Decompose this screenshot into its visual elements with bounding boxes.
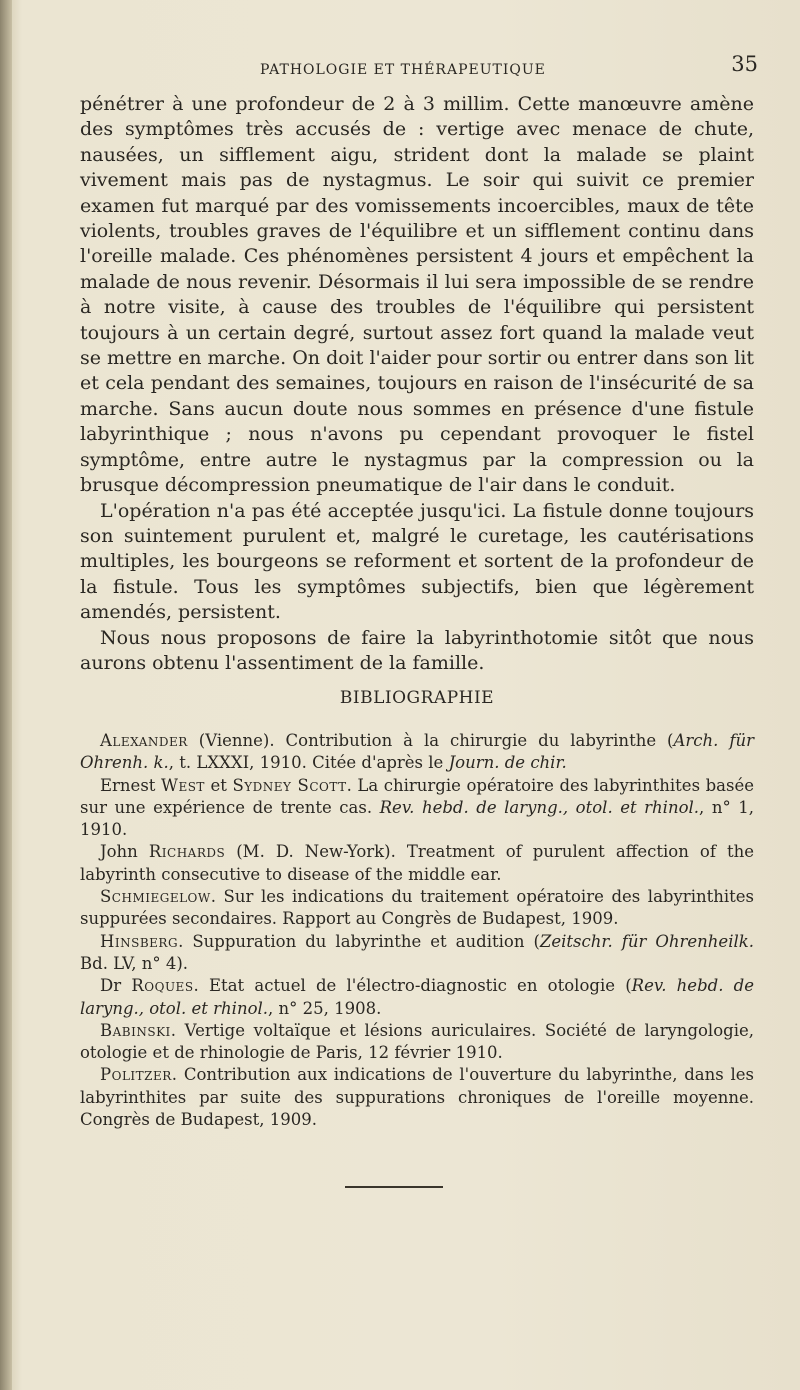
bibliography-entry	[80, 886, 754, 931]
bibliography-entry	[80, 841, 754, 886]
entry-text: . Vertige voltaïque et lésions auriculaires. Société de laryngologie, otologie et de rhinologie de Paris, 12 février 1910.	[80, 1020, 754, 1063]
body-text	[80, 92, 754, 676]
entry-author: Roques	[131, 976, 194, 996]
entry-author: Sydney Scott	[232, 775, 347, 795]
page-header	[80, 52, 758, 82]
entry-author: Politzer	[100, 1065, 172, 1085]
entry-prefix: Dr	[100, 976, 132, 996]
bibliography-entry	[80, 931, 754, 976]
bibliography-entry	[80, 975, 754, 1020]
bibliography-entry	[80, 775, 754, 842]
paragraph: Nous nous proposons de faire la labyrinthotomie sitôt que nous aurons obtenu l'assentiment de la famille.	[80, 626, 754, 674]
end-rule	[345, 1186, 443, 1188]
running-title: PATHOLOGIE ET THÉRAPEUTIQUE	[260, 62, 546, 78]
entry-journal: Rev. hebd. de laryng., otol. et rhinol.	[80, 976, 754, 1018]
page-number: 35	[731, 52, 758, 76]
entry-prefix: Ernest	[100, 775, 161, 795]
entry-text: (Vienne). Contribution à la chirurgie du labyrinthe (	[187, 731, 674, 750]
entry-journal: Journ. de chir.	[448, 753, 567, 773]
entry-author: Alexander	[100, 731, 188, 750]
entry-text: . Sur les indications du traitement opératoire des labyrinthites suppurées secondaires. Rapport au Congrès de Budapest, 1909.	[80, 887, 754, 929]
entry-text: . Suppuration du labyrinthe et audition (	[178, 931, 540, 951]
entry-text: . La chirurgie opératoire des labyrinthites basée sur une expérience de trente cas.	[80, 775, 754, 817]
entry-text: Bd. LV, n° 4).	[80, 953, 188, 973]
entry-journal: Rev. hebd. de laryng., otol. et rhinol.	[379, 797, 700, 817]
paragraph: pénétrer à une profondeur de 2 à 3 millim. Cette manœuvre amène des symptômes très accusés de : vertige avec menace de chute, nausées, un sifflement aigu, strident dont la malade se plaint vivement mais pas de nystagmus. Le soir qui suivit ce premier examen fut marqué par des vomissements incoercibles, maux de tête violents, troubles graves de l'équilibre et un sifflement continu dans l'oreille malade. Ces phénomènes persistent 4 jours et empêchent la malade de nous revenir. Désormais il lui sera impossible de se rendre à notre visite, à cause des troubles de l'équilibre qui persistent toujours à un certain degré, surtout assez fort quand la malade veut se mettre en marche. On doit l'aider pour sortir ou entrer dans son lit et cela pendant des semaines, toujours en raison de l'insécurité de sa marche. Sans aucun doute nous sommes en présence d'une fistule labyrinthique ; nous n'avons pu cependant provoquer le fistel symptôme, entre autre le nystagmus par la compression ou la brusque décompression pneumatique de l'air dans le conduit.	[80, 93, 754, 497]
entry-author: Hinsberg	[100, 931, 179, 951]
entry-author: Richards	[148, 842, 226, 862]
entry-text: , n° 25, 1908.	[268, 998, 382, 1018]
entry-journal: Zeitschr. für Ohrenheilk.	[539, 931, 754, 951]
entry-prefix: John	[100, 842, 149, 862]
entry-author: West	[160, 775, 205, 795]
entry-journal: Arch. für Ohrenh. k.	[80, 731, 754, 773]
entry-text: , n° 1, 1910.	[80, 797, 754, 840]
entry-text: (M. D. New-York). Treatment of purulent affection of the labyrinth consecutive to disease of the middle ear.	[80, 842, 754, 884]
binding-gutter	[0, 0, 12, 1390]
paragraph: L'opération n'a pas été acceptée jusqu'ici. La fistule donne toujours son suintement purulent et, malgré le curetage, les cautérisations multiples, les bourgeons se reforment et sortent de la profondeur de la fistule. Tous les symptômes subjectifs, bien que légèrement amendés, persistent.	[80, 499, 754, 624]
bibliography-entry	[80, 730, 754, 775]
entry-author: Babinski	[100, 1020, 171, 1040]
entry-text: , t. LXXXI, 1910. Citée d'après le	[168, 753, 449, 773]
entry-text: . Etat actuel de l'électro-diagnostic en otologie (	[193, 976, 632, 996]
entry-author: Schmiegelow	[100, 887, 211, 907]
bibliography-entry	[80, 1020, 754, 1065]
bibliography-entry	[80, 1064, 754, 1131]
bibliography-list	[80, 730, 754, 1131]
entry-text: et	[204, 775, 233, 795]
bibliography-heading: BIBLIOGRAPHIE	[339, 688, 495, 708]
entry-text: . Contribution aux indications de l'ouverture du labyrinthe, dans les labyrinthites par suite des suppurations chroniques de l'oreille moyenne. Congrès de Budapest, 1909.	[80, 1065, 754, 1130]
